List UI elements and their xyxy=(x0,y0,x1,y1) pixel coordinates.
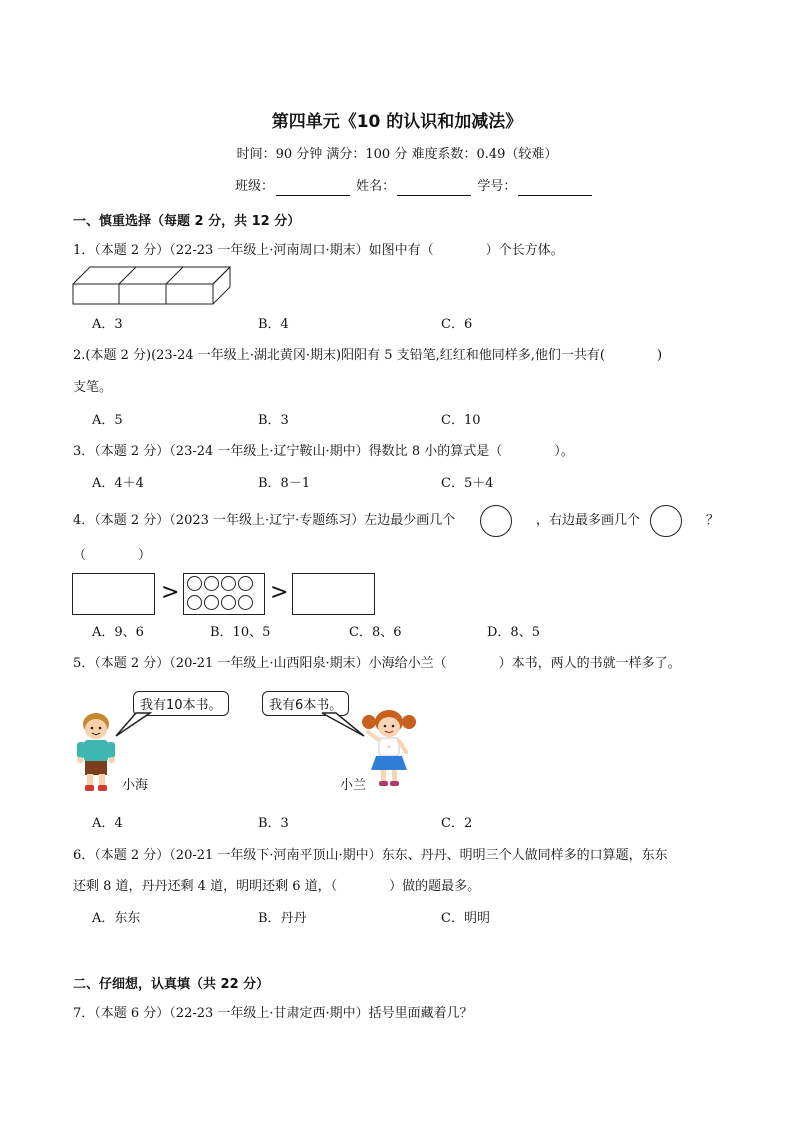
section-1-title: 一、慎重选择（每题 2 分，共 12 分） xyxy=(73,214,301,229)
q2-option-b[interactable]: B．3 xyxy=(258,413,289,428)
page-title: 第四单元《10 的认识和加减法》 xyxy=(271,112,523,132)
q4-option-b[interactable]: B．10、5 xyxy=(210,625,271,640)
exam-info: 时间：90 分钟 满分：100 分 难度系数：0.49（较难） xyxy=(236,147,558,162)
q5-option-b[interactable]: B．3 xyxy=(258,816,289,831)
q4-option-d[interactable]: D．8、5 xyxy=(487,625,540,640)
question-1-text: 1．（本题 2 分）（22-23 一年级上·河南周口·期末）如图中有（ ）个长方体。 xyxy=(73,243,564,258)
small-circle-icon xyxy=(238,595,253,610)
boy-speech-bubble: 我有10本书。 xyxy=(133,691,229,716)
q6-option-b[interactable]: B．丹丹 xyxy=(258,911,307,926)
name-field[interactable] xyxy=(397,181,471,196)
class-label: 班级： xyxy=(235,179,275,194)
id-label: 学号： xyxy=(477,179,517,194)
q1-option-b[interactable]: B．4 xyxy=(258,317,289,332)
right-empty-box xyxy=(292,573,375,615)
boy-name-label: 小海 xyxy=(122,778,149,793)
small-circle-icon xyxy=(187,576,202,591)
question-3-text: 3．（本题 2 分）（23-24 一年级上·辽宁鞍山·期中）得数比 8 小的算式是（ ）。 xyxy=(73,444,574,459)
q3-option-b[interactable]: B．8－1 xyxy=(258,476,311,491)
question-6-text-line2: 还剩 8 道，丹丹还剩 4 道，明明还剩 6 道，（ ）做的题最多。 xyxy=(73,879,481,894)
question-4-text-c: ？ xyxy=(706,513,720,528)
cuboid-figure xyxy=(72,266,232,306)
class-field[interactable] xyxy=(276,181,350,196)
q1-option-a[interactable]: A．3 xyxy=(92,317,123,332)
student-info-line xyxy=(235,178,594,196)
question-7-text: 7．（本题 6 分）（22-23 一年级上·甘肃定西·期中）括号里面藏着几？ xyxy=(73,1006,473,1021)
q4-option-c[interactable]: C．8、6 xyxy=(349,625,402,640)
girl-illustration xyxy=(360,708,418,790)
q3-option-a[interactable]: A．4＋4 xyxy=(92,476,144,491)
bubble-tail xyxy=(114,712,154,740)
small-circle-icon xyxy=(204,595,219,610)
boy-illustration xyxy=(74,712,120,794)
q5-option-c[interactable]: C．2 xyxy=(441,816,473,831)
question-2-text-line2: 支笔。 xyxy=(73,380,113,395)
small-circle-icon xyxy=(221,576,236,591)
question-2-text-line1: 2.(本题 2 分)(23-24 一年级上·湖北黄冈·期末)阳阳有 5 支铅笔,红红和他同样多,他们一共有( ) xyxy=(73,348,663,363)
name-label: 姓名： xyxy=(356,179,396,194)
girl-name-label: 小兰 xyxy=(340,778,367,793)
q6-option-a[interactable]: A．东东 xyxy=(92,911,141,926)
greater-than-sign: > xyxy=(270,580,289,605)
q1-option-c[interactable]: C．6 xyxy=(441,317,473,332)
circle-box xyxy=(183,573,265,615)
id-field[interactable] xyxy=(518,181,592,196)
left-empty-box xyxy=(72,573,155,615)
small-circle-icon xyxy=(204,576,219,591)
q2-option-a[interactable]: A．5 xyxy=(92,413,123,428)
circle-icon xyxy=(650,505,682,537)
small-circle-icon xyxy=(238,576,253,591)
circle-icon xyxy=(480,505,512,537)
section-2-title: 二、仔细想，认真填（共 22 分） xyxy=(73,977,270,992)
q2-option-c[interactable]: C．10 xyxy=(441,413,481,428)
q6-option-c[interactable]: C．明明 xyxy=(441,911,490,926)
q3-option-c[interactable]: C．5＋4 xyxy=(441,476,494,491)
girl-speech-bubble: 我有6本书。 xyxy=(262,691,349,716)
q4-option-a[interactable]: A．9、6 xyxy=(92,625,144,640)
small-circle-icon xyxy=(221,595,236,610)
q5-option-a[interactable]: A．4 xyxy=(92,816,123,831)
question-4-text-b: ，右边最多画几个 xyxy=(536,513,641,528)
small-circle-icon xyxy=(187,595,202,610)
question-4-answer-paren: （ ） xyxy=(73,548,152,563)
question-5-text: 5．（本题 2 分）（20-21 一年级上·山西阳泉·期末）小海给小兰（ ）本书，两人的书就一样多了。 xyxy=(73,656,681,671)
question-6-text-line1: 6．（本题 2 分）（20-21 一年级下·河南平顶山·期中）东东、丹丹、明明三个人做同样多的口算题，东东 xyxy=(73,848,668,863)
greater-than-sign: > xyxy=(161,580,180,605)
question-4-text-a: 4．（本题 2 分）（2023 一年级上·辽宁·专题练习）左边最少画几个 xyxy=(73,513,456,528)
